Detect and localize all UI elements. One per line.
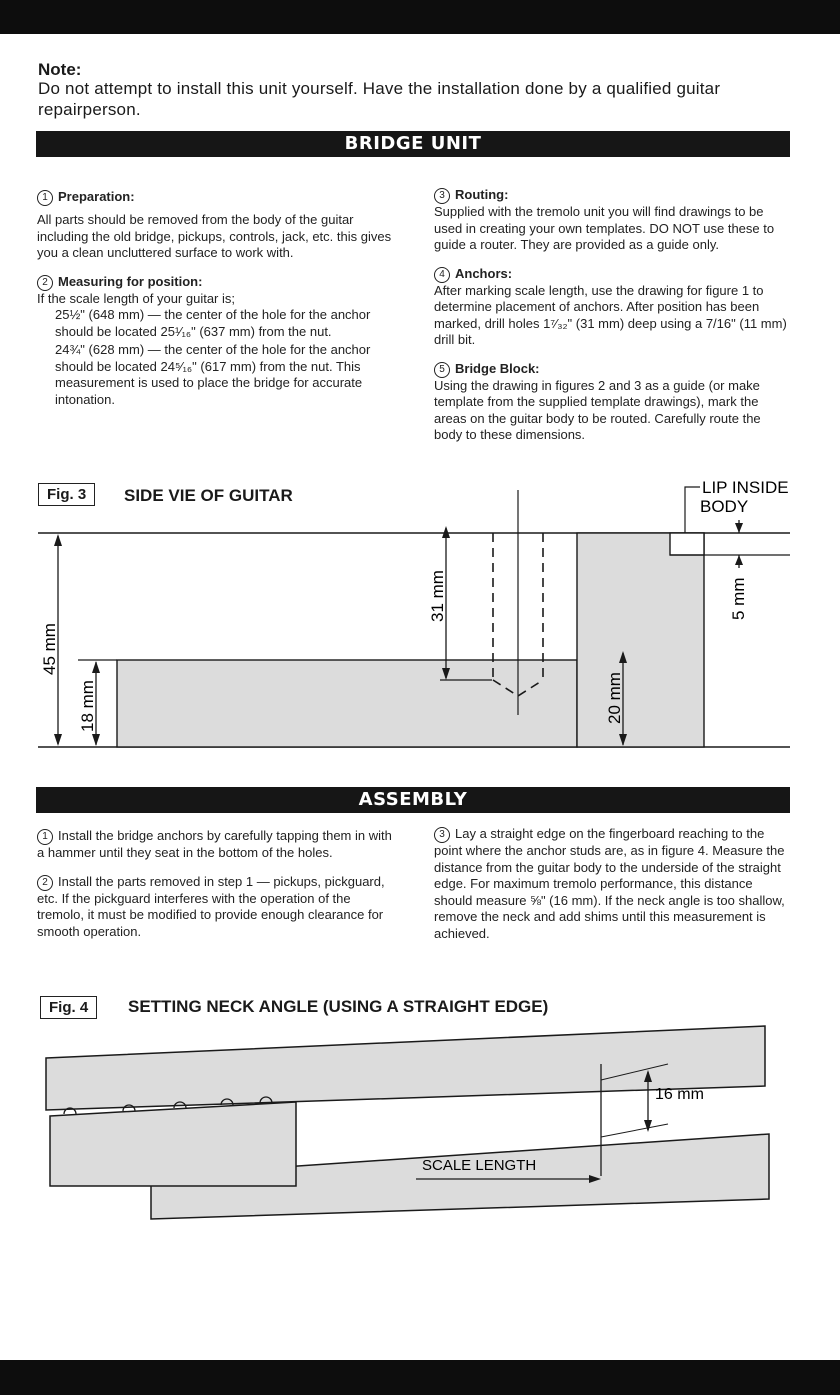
assembly-step-2	[37, 874, 393, 941]
step-number-badge: 1	[37, 190, 53, 206]
measuring-title: Measuring for position:	[58, 273, 203, 289]
step-number-badge: 1	[37, 829, 53, 845]
bridge-unit-header: BRIDGE UNIT	[36, 131, 790, 157]
routing-text: Supplied with the tremolo unit you will find drawings to be used in creating your own templates. DO NOT use these to guide a router. They are provided as a guide only.	[434, 204, 775, 252]
anchors-text: After marking scale length, use the drawing for figure 1 to determine placement of anchors. After position has been marked, drill holes 1⁷⁄₃₂" (31 mm) deep using a 7/16" (11 mm) drill bit.	[434, 282, 787, 347]
assembly-step-3	[434, 826, 792, 942]
step-number-badge: 2	[37, 875, 53, 891]
preparation-text: All parts should be removed from the body of the guitar including the old bridge, pickups, controls, jack, etc. this gives you a clean uncluttered surface to work with.	[37, 212, 392, 260]
assembly-step-1	[37, 828, 393, 862]
routing-title: Routing:	[455, 187, 509, 202]
dim-20-label: 20 mm	[605, 672, 624, 724]
arrow-head	[54, 734, 62, 746]
lip-callout-leader	[685, 487, 700, 533]
scale-length-label: SCALE LENGTH	[422, 1157, 537, 1174]
assembly-step-3-text: Lay a straight edge on the fingerboard reaching to the point where the anchor studs are, as in figure 4. Measure the distance from the guitar body to the underside of the straight edge. For maximum tremolo performance, this distance should measure ⅝" (16 mm). If the neck angle is too shallow, remove the neck and add shims until this measurement is achieved.	[434, 826, 785, 941]
body-block	[577, 533, 704, 747]
lip-notch	[670, 533, 704, 555]
arrow-head	[442, 526, 450, 538]
fig3-title: SIDE VIE OF GUITAR	[124, 486, 293, 505]
step-number-badge: 3	[434, 827, 450, 843]
bridge-block-text: Using the drawing in figures 2 and 3 as a guide (or make template from the supplied template drawings), mark the areas on the guitar body to be routed. Carefully route the body to these dimensions.	[434, 377, 761, 442]
dim-16-label: 16 mm	[655, 1086, 704, 1103]
preparation-heading	[37, 189, 392, 206]
assembly-header: ASSEMBLY	[36, 787, 790, 813]
fig3-label: Fig. 3	[38, 483, 95, 506]
lip-label-line2: BODY	[700, 497, 749, 516]
bottom-border-bar	[0, 1360, 840, 1395]
dim-45-label: 45 mm	[40, 623, 59, 675]
arrow-head	[92, 661, 100, 673]
bridge-block-title: Bridge Block:	[455, 360, 540, 376]
assembly-step-1-text: Install the bridge anchors by carefully tapping them in with a hammer until they seat in the bottom of the holes.	[37, 828, 392, 860]
step-number-badge: 4	[434, 267, 450, 283]
note-title: Note:	[38, 60, 82, 79]
step-number-badge: 3	[434, 188, 450, 204]
bridge-left-column	[37, 189, 392, 408]
step-number-badge: 5	[434, 362, 450, 378]
measuring-item-24-75: 24¾" (628 mm) — the center of the hole for the anchor should be located 24⁵⁄₁₆" (617 mm) from the nut. This measurement is used to place the bridge for accurate intonation.	[55, 342, 371, 407]
bridge-block-heading	[434, 361, 792, 378]
lip-label-line1: LIP INSIDE	[702, 478, 789, 497]
dim-18-label: 18 mm	[78, 680, 97, 732]
preparation-title: Preparation:	[58, 189, 135, 204]
fig4-neck-angle-diagram	[0, 1020, 840, 1230]
step-number-badge: 2	[37, 275, 53, 291]
guitar-neck	[50, 1102, 296, 1186]
note-text: Do not attempt to install this unit yourself. Have the installation done by a qualified guitar repairperson.	[38, 79, 721, 119]
bridge-right-column	[434, 187, 792, 444]
routing-heading	[434, 187, 792, 204]
fig4-label: Fig. 4	[40, 996, 97, 1019]
extension-line	[601, 1124, 668, 1137]
measuring-item-25-5: 25½" (648 mm) — the center of the hole for the anchor should be located 25¹⁄₁₆" (637 mm) from the nut.	[55, 307, 371, 339]
fig4-title: SETTING NECK ANGLE (USING A STRAIGHT EDGE)	[128, 997, 549, 1016]
assembly-left-column	[37, 828, 393, 940]
dim-31-label: 31 mm	[428, 570, 447, 622]
measuring-heading	[37, 274, 392, 291]
assembly-right-column	[434, 826, 792, 942]
anchors-heading	[434, 266, 792, 283]
top-border-bar	[0, 0, 840, 34]
arrow-head	[92, 734, 100, 746]
assembly-step-2-text: Install the parts removed in step 1 — pickups, pickguard, etc. If the pickguard interferes with the operation of the tremolo, it must be modified to provide enough clearance for smooth operation.	[37, 873, 385, 939]
arrow-head	[54, 534, 62, 546]
arrow-head	[735, 523, 743, 533]
arrow-head	[644, 1120, 652, 1132]
arrow-head	[735, 555, 743, 565]
measuring-intro: If the scale length of your guitar is;	[37, 290, 235, 306]
anchors-title: Anchors:	[455, 265, 513, 281]
fig3-side-view-diagram	[0, 470, 840, 760]
dim-5-label: 5 mm	[729, 577, 748, 620]
recess-floor-block	[117, 660, 577, 747]
